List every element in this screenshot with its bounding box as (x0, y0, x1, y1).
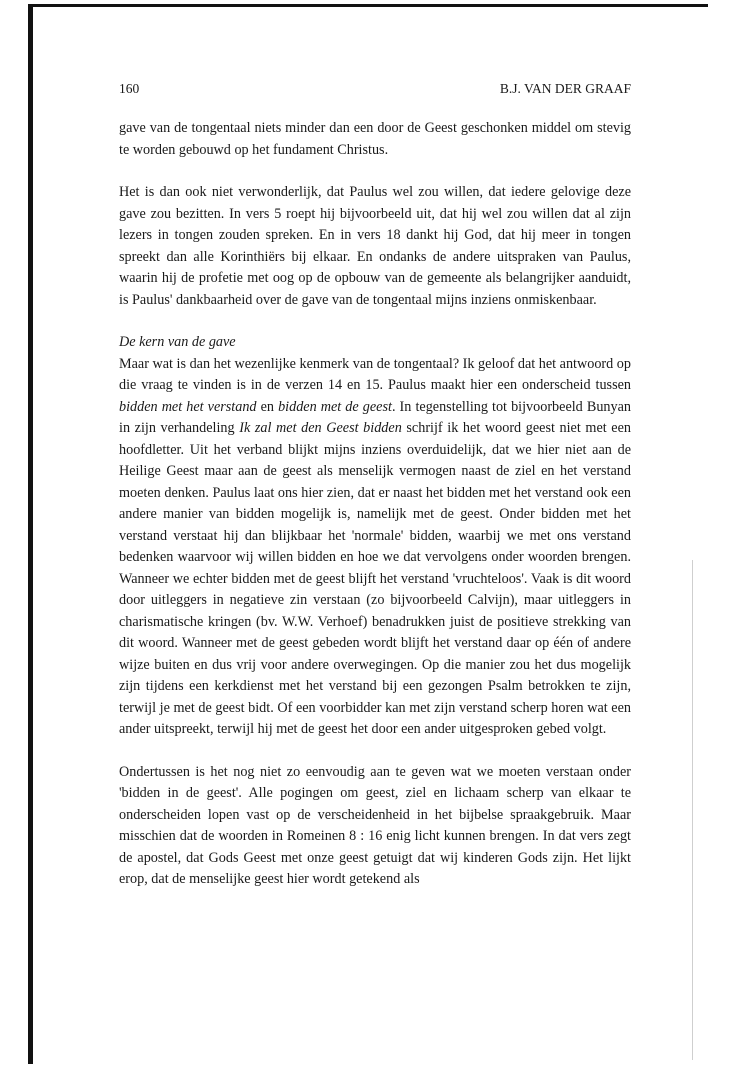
scan-border-left (28, 4, 33, 1064)
section-heading: De kern van de gave (119, 334, 236, 350)
page-body (119, 118, 631, 891)
scan-shadow-right (692, 560, 693, 1060)
paragraph-3-emphasis-3: Ik zal met den Geest bidden (239, 420, 402, 436)
page-header (119, 80, 631, 97)
scan-border-top (28, 4, 708, 7)
paragraph-3-text-3: . In tegenstelling tot bijvoorbeeld Bunyan in zijn verhandeling (119, 398, 631, 436)
paragraph-3-emphasis-1: bidden met het verstand (119, 398, 257, 415)
paragraph-3-text-4: schrijf ik het woord geest niet met een hoofdletter. Uit het verband blijkt mijns inziens overduidelijk, dat we hier niet aan de Heilige Geest maar aan de geest als menselijk vermogen naast de ziel en het verstand moeten denken. Paulus laat ons hier zien, dat er naast het bidden met het verstand ook een andere manier van bidden mogelijk is, namelijk met de geest. Onder bidden met het verstand verstaat hij dan blijkbaar het 'normale' bidden, waarbij we met ons verstand bedenken waarvoor wij willen bidden en hoe we dat vervolgens onder woorden brengen. Wanneer we echter bidden met de geest blijft het verstand 'vruchteloos'. Vaak is dit woord door uitleggers in negatieve zin verstaan (zo bijvoorbeeld Calvijn), maar uitleggers in charismatische kringen (bv. W.W. Verhoef) benadrukken juist de positieve strekking van dit woord. Wanneer met de geest gebeden wordt blijft het verstand daar op één of andere wijze buiten en dus vrij voor andere overwegingen. Op die manier zou het dus mogelijk zijn tijdens een kerkdienst met het verstand bij een gezongen Psalm betrokken te zijn, terwijl je met de geest bidt. Of een voorbidder kan met zijn verstand scherp horen wat een ander uitspreekt, terwijl hij met de geest het door een ander uitgesproken gebed volgt. (119, 420, 631, 737)
paragraph-3 (119, 354, 631, 741)
page-number: 160 (119, 81, 140, 96)
running-head: B.J. VAN DER GRAAF (499, 81, 631, 96)
paragraph-3-text-1: Maar wat is dan het wezenlijke kenmerk van de tongentaal? Ik geloof dat het antwoord op die vraag te vinden is in de verzen 14 en 15. Paulus maakt hier een onderscheid tussen (119, 355, 631, 393)
paragraph-1: gave van de tongentaal niets minder dan een door de Geest geschonken middel om stevig te worden gebouwd op het fundament Christus. (119, 120, 631, 158)
paragraph-3-emphasis-2: bidden met de geest (278, 398, 392, 415)
paragraph-2: Het is dan ook niet verwonderlijk, dat Paulus wel zou willen, dat iedere gelovige deze gave zou bezitten. In vers 5 roept hij bijvoorbeeld uit, dat hij wel zou willen dat al zijn lezers in tongen zouden spreken. En in vers 18 dankt hij God, dat hij meer in tongen spreekt dan alle Korinthiërs bij elkaar. En ondanks de andere uitspraken van Paulus, waarin hij de profetie met oog op de opbouw van de gemeente als belangrijker aanduidt, is Paulus' dankbaarheid over de gave van de tongentaal mijns inziens onmiskenbaar. (119, 184, 631, 308)
paragraph-3-text-2: en (256, 398, 279, 415)
paragraph-4: Ondertussen is het nog niet zo eenvoudig aan te geven wat we moeten verstaan onder 'bidden in de geest'. Alle pogingen om geest, ziel en lichaam scherp van elkaar te onderscheiden lopen vast op de verscheidenheid in het bijbelse spraakgebruik. Maar misschien dat de woorden in Romeinen 8 : 16 enig licht kunnen brengen. In dat vers zegt de apostel, dat Gods Geest met onze geest getuigt dat wij kinderen Gods zijn. Het lijkt erop, dat de menselijke geest hier wordt getekend als (119, 763, 631, 887)
